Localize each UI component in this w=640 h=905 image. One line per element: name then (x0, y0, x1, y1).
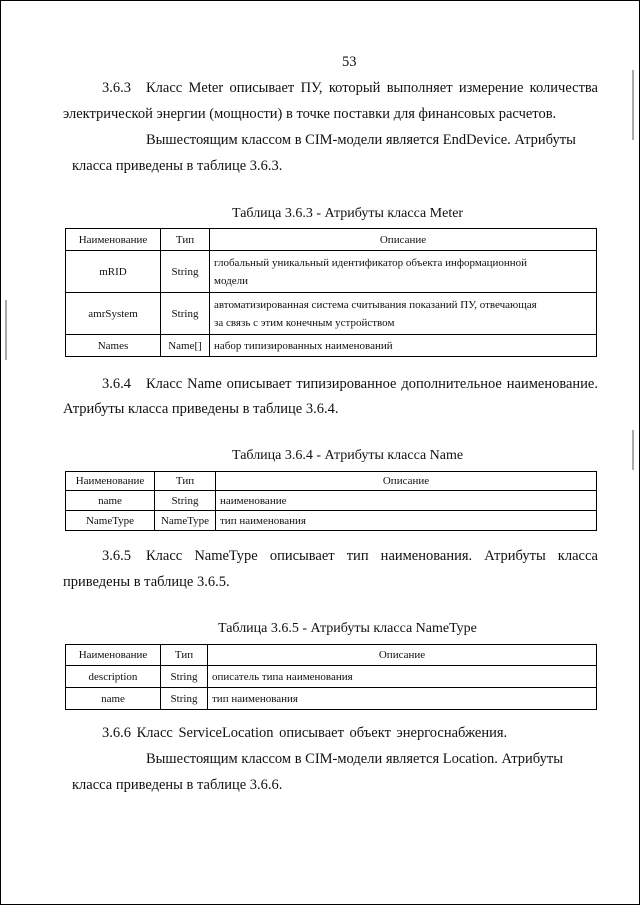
section-number-3-6-3: 3.6.3 (102, 80, 131, 96)
description-line: модели (214, 274, 248, 287)
cell-type: String (161, 688, 208, 710)
section-number-3-6-4: 3.6.4 (102, 376, 131, 392)
section-3-6-5-line1: Класс NameType описывает тип наименования. Атрибуты класса (146, 548, 598, 564)
cell-type: String (161, 293, 210, 335)
cell-description: тип наименования (216, 511, 597, 531)
cell-type: String (161, 666, 208, 688)
header-cell: Описание (208, 645, 597, 666)
cell-name: amrSystem (66, 293, 161, 335)
cell-type: String (155, 491, 216, 511)
cell-description: набор типизированных наименований (210, 335, 597, 357)
header-cell: Описание (210, 229, 597, 251)
cell-name: description (66, 666, 161, 688)
header-cell: Наименование (66, 472, 155, 491)
section-3-6-6-parent-line1: Вышестоящим классом в CIM-модели является Location. Атрибуты (146, 751, 563, 767)
table-3-6-4-caption: Таблица 3.6.4 - Атрибуты класса Name (232, 448, 464, 463)
cell-description: тип наименования (208, 688, 597, 710)
section-3-6-3-line1: Класс Meter описывает ПУ, который выполняет измерение количества (146, 80, 598, 96)
page-number: 53 (342, 54, 357, 70)
header-cell: Наименование (66, 229, 161, 251)
cell-description: наименование (216, 491, 597, 511)
section-3-6-3-parent-line1: Вышестоящим классом в CIM-модели является EndDevice. Атрибуты (146, 132, 576, 148)
table-3-6-5-caption: Таблица 3.6.5 - Атрибуты класса NameType (218, 621, 477, 636)
section-3-6-5-line2: приведены в таблице 3.6.5. (63, 574, 230, 590)
cell-type: String (161, 251, 210, 293)
cell-name: name (66, 491, 155, 511)
header-cell: Тип (161, 645, 208, 666)
cell-name: mRID (66, 251, 161, 293)
cell-name: NameType (66, 511, 155, 531)
description-line: за связь с этим конечным устройством (214, 316, 395, 329)
section-number-3-6-5: 3.6.5 (102, 548, 131, 564)
cell-description: описатель типа наименования (208, 666, 597, 688)
header-cell: Описание (216, 472, 597, 491)
header-cell: Тип (161, 229, 210, 251)
section-3-6-3-parent-line2: класса приведены в таблице 3.6.3. (72, 158, 283, 174)
section-3-6-6-line1: 3.6.6 Класс ServiceLocation описывает объект энергоснабжения. (102, 725, 508, 741)
section-3-6-3-line2: электрической энергии (мощности) в точке поставки для финансовых расчетов. (63, 106, 557, 122)
cell-type: NameType (155, 511, 216, 531)
description-line: автоматизированная система считывания показаний ПУ, отвечающая (214, 298, 537, 311)
section-3-6-4-line2: Атрибуты класса приведены в таблице 3.6.4. (63, 401, 339, 417)
section-3-6-6-parent-line2: класса приведены в таблице 3.6.6. (72, 777, 283, 793)
header-cell: Тип (155, 472, 216, 491)
cell-name: Names (66, 335, 161, 357)
cell-type: Name[] (161, 335, 210, 357)
description-line: глобальный уникальный идентификатор объекта информационной (214, 256, 528, 269)
table-3-6-3-caption: Таблица 3.6.3 - Атрибуты класса Meter (232, 206, 464, 221)
section-3-6-4-line1: Класс Name описывает типизированное дополнительное наименование. (146, 376, 598, 392)
cell-name: name (66, 688, 161, 710)
header-cell: Наименование (66, 645, 161, 666)
